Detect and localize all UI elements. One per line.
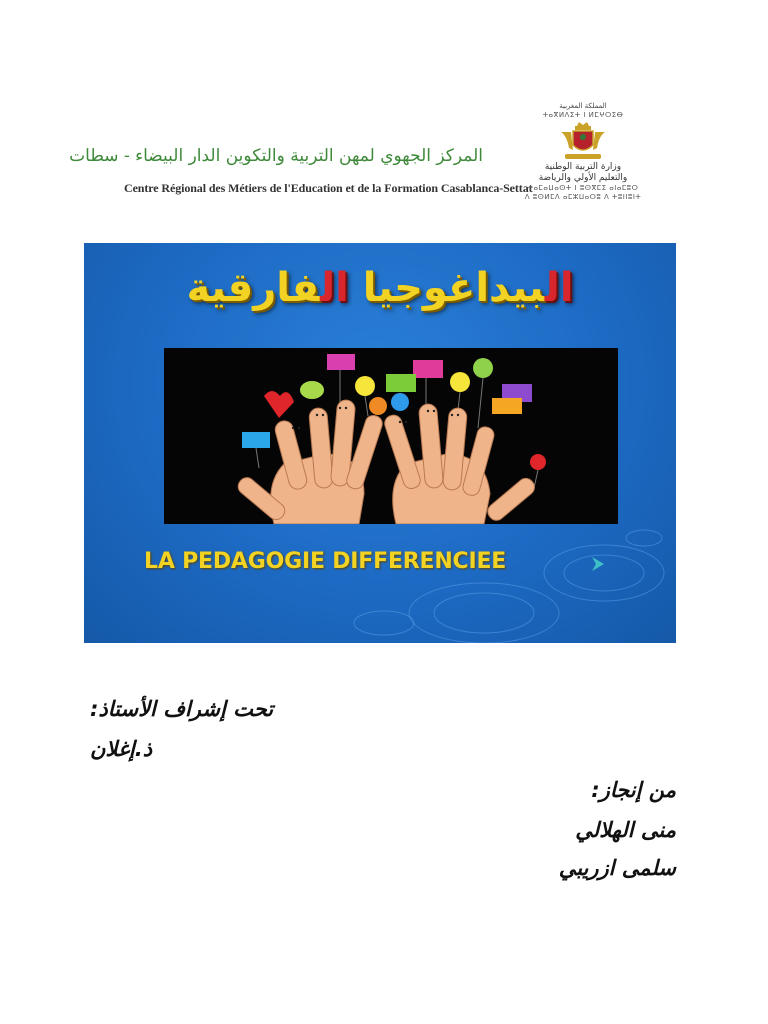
title-part-1: ال: [544, 265, 574, 311]
coat-of-arms-icon: [555, 122, 611, 162]
arrow-bullet-icon: [591, 556, 605, 572]
authors-label: من إنجاز:: [591, 778, 676, 802]
kingdom-name-tifinagh: ⵜⴰⴳⵍⴷⵉⵜ ⵏ ⵍⵎⵖⵔⵉⴱ: [542, 111, 624, 119]
french-subtitle: LA PEDAGOGIE DIFFERENCIEE: [144, 549, 507, 574]
supervisor-name: ذ.إغلان: [90, 737, 153, 761]
title-part-2: بيداغوجيا: [348, 265, 545, 311]
kingdom-name-arabic: المملكة المغربية: [559, 102, 607, 110]
title-part-3: ال: [320, 265, 349, 311]
ministry-name-tifinagh-1: ⵜⴰⵎⴰⵡⴰⵙⵜ ⵏ ⵓⵙⴳⵎⵉ ⴰⵏⴰⵎⵓⵔ: [527, 184, 639, 192]
author-name-1: منى الهلالي: [575, 818, 676, 842]
ministry-name-tifinagh-2: ⴷ ⵓⵙⵍⵎⴷ ⴰⵎⵣⵡⴰⵔⵓ ⴷ ⵜⵓⵏⵏⵓⵏⵜ: [524, 193, 642, 201]
arabic-title: [84, 265, 676, 311]
center-name-french: Centre Régional des Métiers de l'Education et de la Formation Casablanca-Settat: [124, 181, 533, 195]
center-name-arabic: المركز الجهوي لمهن التربية والتكوين الدار البيضاء - سطات: [69, 146, 483, 166]
author-name-2: سلمى ازريبي: [558, 856, 676, 880]
hands-speech-bubbles-image: [164, 348, 618, 524]
supervision-label: تحت إشراف الأستاذ:: [90, 697, 274, 721]
ministry-name-arabic-1: وزارة التربية الوطنية: [544, 162, 622, 172]
title-part-4: فارقية: [186, 265, 321, 311]
ministry-logo: [508, 102, 658, 220]
ministry-name-arabic-2: والتعليم الأولي والرياضة: [538, 173, 628, 183]
title-panel: [84, 243, 676, 643]
